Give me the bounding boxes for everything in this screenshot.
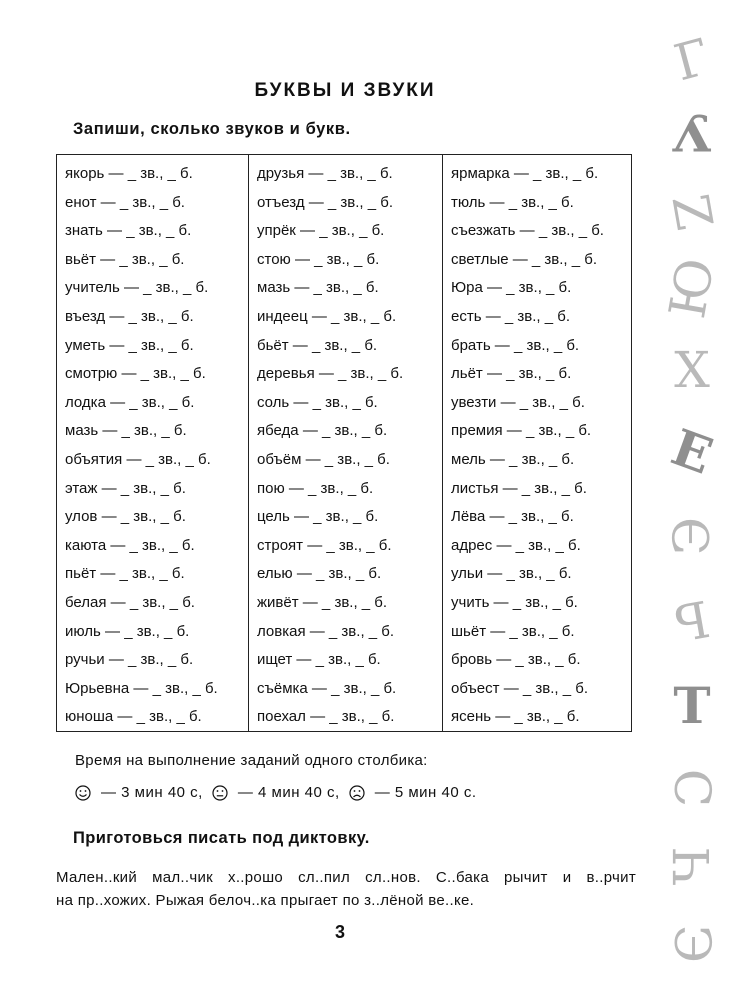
word-item: ручьи — _ зв., _ б. (65, 651, 194, 669)
word-item: поехал — _ зв., _ б. (257, 708, 395, 726)
word-column-1 (57, 155, 249, 731)
word-item: индеец — _ зв., _ б. (257, 307, 397, 325)
word-item: упрёк — _ зв., _ б. (257, 222, 385, 240)
timing-row (75, 784, 477, 801)
word-item: соль — _ зв., _ б. (257, 393, 378, 411)
word-item: брать — _ зв., _ б. (451, 336, 580, 354)
word-item: учитель — _ зв., _ б. (65, 279, 209, 297)
word-item: живёт — _ зв., _ б. (257, 593, 388, 611)
timing-fast: — 3 мин 40 с, (101, 784, 203, 801)
word-item: ищет — _ зв., _ б. (257, 651, 381, 669)
word-item: енот — _ зв., _ б. (65, 193, 185, 211)
word-item: Юрьевна — _ зв., _ б. (65, 679, 218, 697)
word-item: объятия — _ зв., _ б. (65, 450, 211, 468)
word-item: светлые — _ зв., _ б. (451, 250, 598, 268)
word-item: Юра — _ зв., _ б. (451, 279, 572, 297)
word-item: бьёт — _ зв., _ б. (257, 336, 378, 354)
word-column-3 (443, 155, 630, 731)
smiling-face-icon (75, 785, 91, 801)
decorative-letter: С (663, 768, 721, 808)
word-item: ловкая — _ зв., _ б. (257, 622, 395, 640)
word-item: мазь — _ зв., _ б. (65, 422, 187, 440)
word-item: ясень — _ зв., _ б. (451, 708, 580, 726)
page-number: 3 (335, 922, 346, 942)
task-instruction-dictation: Приготовься писать под диктовку. (73, 829, 370, 847)
word-item: стою — _ зв., _ б. (257, 250, 380, 268)
word-item: ярмарка — _ зв., _ б. (451, 165, 599, 182)
decorative-letter: Х (674, 341, 710, 399)
word-item: отъезд — _ зв., _ б. (257, 193, 394, 211)
word-item: якорь — _ зв., _ б. (65, 165, 193, 182)
word-item: мазь — _ зв., _ б. (257, 279, 379, 297)
word-item: ябеда — _ зв., _ б. (257, 422, 388, 440)
dictation-text (56, 866, 636, 912)
word-item: льёт — _ зв., _ б. (451, 365, 572, 383)
timing-medium: — 4 мин 40 с, (237, 784, 340, 801)
decorative-letter: Т (673, 676, 711, 735)
decorative-letter-strip (652, 27, 732, 990)
task-instruction-sounds: Запиши, сколько звуков и букв. (73, 120, 351, 138)
word-item: строят — _ зв., _ б. (257, 536, 392, 554)
word-item: каюта — _ зв., _ б. (65, 536, 195, 554)
decorative-letter: Э (663, 924, 721, 964)
decorative-letter: Ч (663, 846, 721, 886)
word-item: пьёт — _ зв., _ б. (65, 565, 185, 583)
page-title: БУКВЫ И ЗВУКИ (254, 80, 436, 101)
sad-face-icon (349, 785, 365, 801)
word-table (56, 154, 632, 732)
word-item: увезти — _ зв., _ б. (451, 393, 585, 411)
word-item: ульи — _ зв., _ б. (451, 565, 572, 583)
word-item: юноша — _ зв., _ б. (65, 708, 202, 726)
word-item: белая — _ зв., _ б. (65, 593, 195, 611)
word-item: въезд — _ зв., _ б. (65, 307, 194, 325)
word-item: смотрю — _ зв., _ б. (65, 365, 206, 383)
decorative-letter: Е (664, 417, 721, 486)
neutral-face-icon (212, 785, 228, 801)
decorative-letter: Ь (670, 588, 714, 652)
decorative-letter: Э (663, 516, 721, 556)
word-item: премия — _ зв., _ б. (451, 422, 592, 440)
word-item: адрес — _ зв., _ б. (451, 536, 581, 554)
word-item: елью — _ зв., _ б. (257, 565, 382, 583)
word-item: друзья — _ зв., _ б. (257, 165, 393, 182)
decorative-letter: У (671, 103, 713, 162)
word-item: цель — _ зв., _ б. (257, 508, 379, 526)
word-item: учить — _ зв., _ б. (451, 593, 578, 611)
word-item: пою — _ зв., _ б. (257, 479, 374, 497)
word-item: бровь — _ зв., _ б. (451, 651, 581, 669)
word-item: июль — _ зв., _ б. (65, 622, 190, 640)
decorative-letter: Z (660, 189, 724, 235)
word-column-2 (249, 155, 443, 731)
word-item: объём — _ зв., _ б. (257, 450, 390, 468)
dictation-line-2: на пр..хожих. Рыжая белоч..ка прыгает по з..лёной ве..ке. (56, 892, 475, 909)
word-item: съёмка — _ зв., _ б. (257, 679, 397, 697)
word-item: съезжать — _ зв., _ б. (451, 222, 604, 240)
word-item: объест — _ зв., _ б. (451, 679, 588, 697)
word-item: листья — _ зв., _ б. (451, 479, 587, 497)
decorative-letter: Ю (658, 253, 726, 323)
decorative-letter: Г (668, 27, 716, 93)
word-item: деревья — _ зв., _ б. (257, 365, 404, 383)
timing-slow: — 5 мин 40 с. (374, 784, 477, 801)
word-item: мель — _ зв., _ б. (451, 450, 575, 468)
word-item: уметь — _ зв., _ б. (65, 336, 194, 354)
word-item: Лёва — _ зв., _ б. (451, 508, 574, 526)
dictation-line-1: Мален..кий мал..чик х..рошо сл..пил сл..нов. С..бака рычит и в..рчит (56, 869, 636, 886)
word-item: вьёт — _ зв., _ б. (65, 250, 185, 268)
word-item: шьёт — _ зв., _ б. (451, 622, 575, 640)
word-item: этаж — _ зв., _ б. (65, 479, 186, 497)
word-item: тюль — _ зв., _ б. (451, 193, 574, 211)
word-item: лодка — _ зв., _ б. (65, 393, 195, 411)
word-item: знать — _ зв., _ б. (65, 222, 192, 240)
word-item: есть — _ зв., _ б. (451, 307, 570, 325)
word-item: улов — _ зв., _ б. (65, 508, 186, 526)
timing-label: Время на выполнение заданий одного столбика: (75, 752, 428, 769)
